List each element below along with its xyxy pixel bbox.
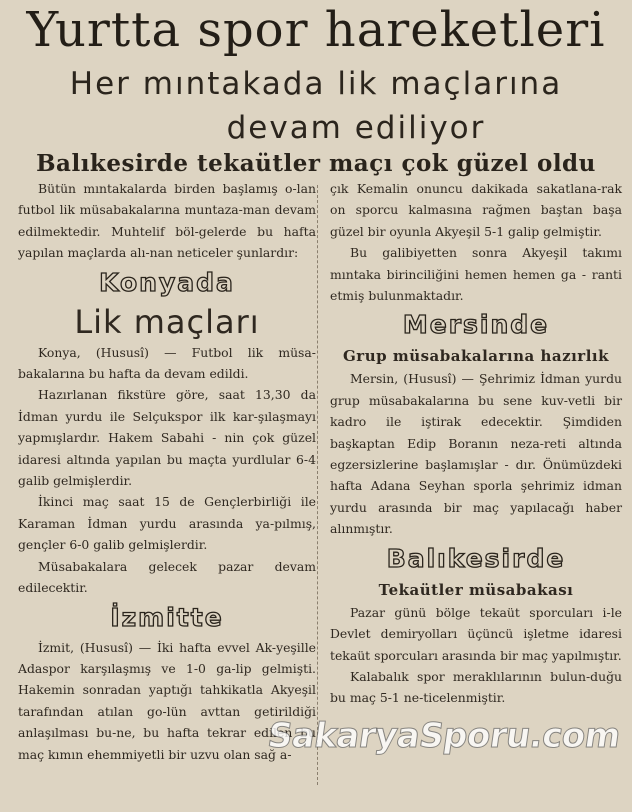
konya-paragraph-4: Müsabakalara gelecek pazar devam edilecektir. [18, 558, 316, 596]
continued-paragraph-2: Bu galibiyetten sonra Akyeşil takımı mıntaka birinciliğini hemen hemen ga - ranti etmiş bulunmaktadır. [330, 245, 622, 304]
mersin-subheading: Grup müsabakalarına hazırlık [343, 347, 609, 366]
konya-paragraph-2: Hazırlanan fikstüre göre, saat 13,30 da İdman yurdu ile Selçukspor ilk kar-şılaşmayı yapmışlardır. Hakem Sabahi - nin çok güzel idaresi altında yapılan bu maçta yurdlular 6-4 galib gelmişlerdir. [18, 387, 316, 489]
balikesir-paragraph-1: Pazar günü bölge tekaüt sporcuları i-le Devlet demiryolları üçüncü işletme idaresi tekaüt sporcuları arasında bir maç yapılmıştır. [330, 604, 622, 663]
intro-paragraph: Bütün mıntakalarda birden başlamış o-lan futbol lik müsabakalarına muntaza-man devam edilmektedir. Muhtelif böl-gelerde bu hafta yapılan maçlarda alı-nan neticeler şunlardır: [18, 181, 316, 261]
headline: Yurtta spor hareketleri [26, 2, 606, 58]
izmit-heading: İzmitte [110, 602, 224, 632]
mersin-heading: Mersinde [402, 310, 550, 340]
mersin-paragraph-1: Mersin, (Hususî) — Şehrimiz İdman yurdu grup müsabakalarına bu sene kuv-vetli bir kadro ile iştirak edecektir. Şimdiden başkaptan Edip Boranın neza-reti altında egzersizlerine başlamışlar - dır. Önümüzdeki hafta Adana Seyhan sporla şehrimiz idman yurdu arasında bir maç yapılacağı haber alınmıştır. [330, 371, 622, 537]
balikesir-paragraph-2: Kalabalık spor meraklılarının bulun-duğu bu maç 5-1 ne-ticelenmiştir. [330, 668, 622, 706]
konya-paragraph-3: İkinci maç saat 15 de Gençlerbirliği ile Karaman İdman yurdu arasında ya-pılmış, gençler 6-0 galib gelmişlerdir. [18, 494, 316, 553]
konya-heading: Konyada [99, 267, 235, 297]
balikesir-heading: Balıkesirde [386, 543, 566, 573]
column-divider [317, 185, 318, 785]
right-column [330, 178, 622, 709]
subheadline-line-1: Her mıntakada lik maçlarına [69, 66, 563, 102]
continued-paragraph-1: çık Kemalin onuncu dakikada sakatlana-rak on sporcu kalmasına rağmen baştan başa güzel bir oyunla Akyeşil 5-1 galip gelmiştir. [330, 181, 622, 239]
left-column [18, 178, 316, 765]
subheadline-line-2: devam ediliyor [226, 110, 486, 146]
balikesir-subheading: Tekaütler müsabakası [378, 580, 574, 599]
watermark: SakaryaSporu.com [265, 716, 623, 756]
konya-paragraph-1: Konya, (Hususî) — Futbol lik müsa-bakalarına bu hafta da devam edildi. [18, 344, 316, 382]
banner-headline: Balıkesirde tekaütler maçı çok güzel oldu [36, 150, 596, 177]
izmit-paragraph-1: İzmit, (Hususî) — İki hafta evvel Ak-yeşille Adaspor karşılaşmış ve 1-0 ga-lip gelmişti. Hakemin sonradan yaptığı tahkikatla Akyeşil tarafından atılan go-lün avttan getirildiği anlaşılması bu-ne, bu hafta tekrar edilen bu maç kımın ehemmiyetli bir uzvu olan sağ a- [18, 639, 316, 762]
konya-subheading: Lik maçları [74, 302, 260, 341]
